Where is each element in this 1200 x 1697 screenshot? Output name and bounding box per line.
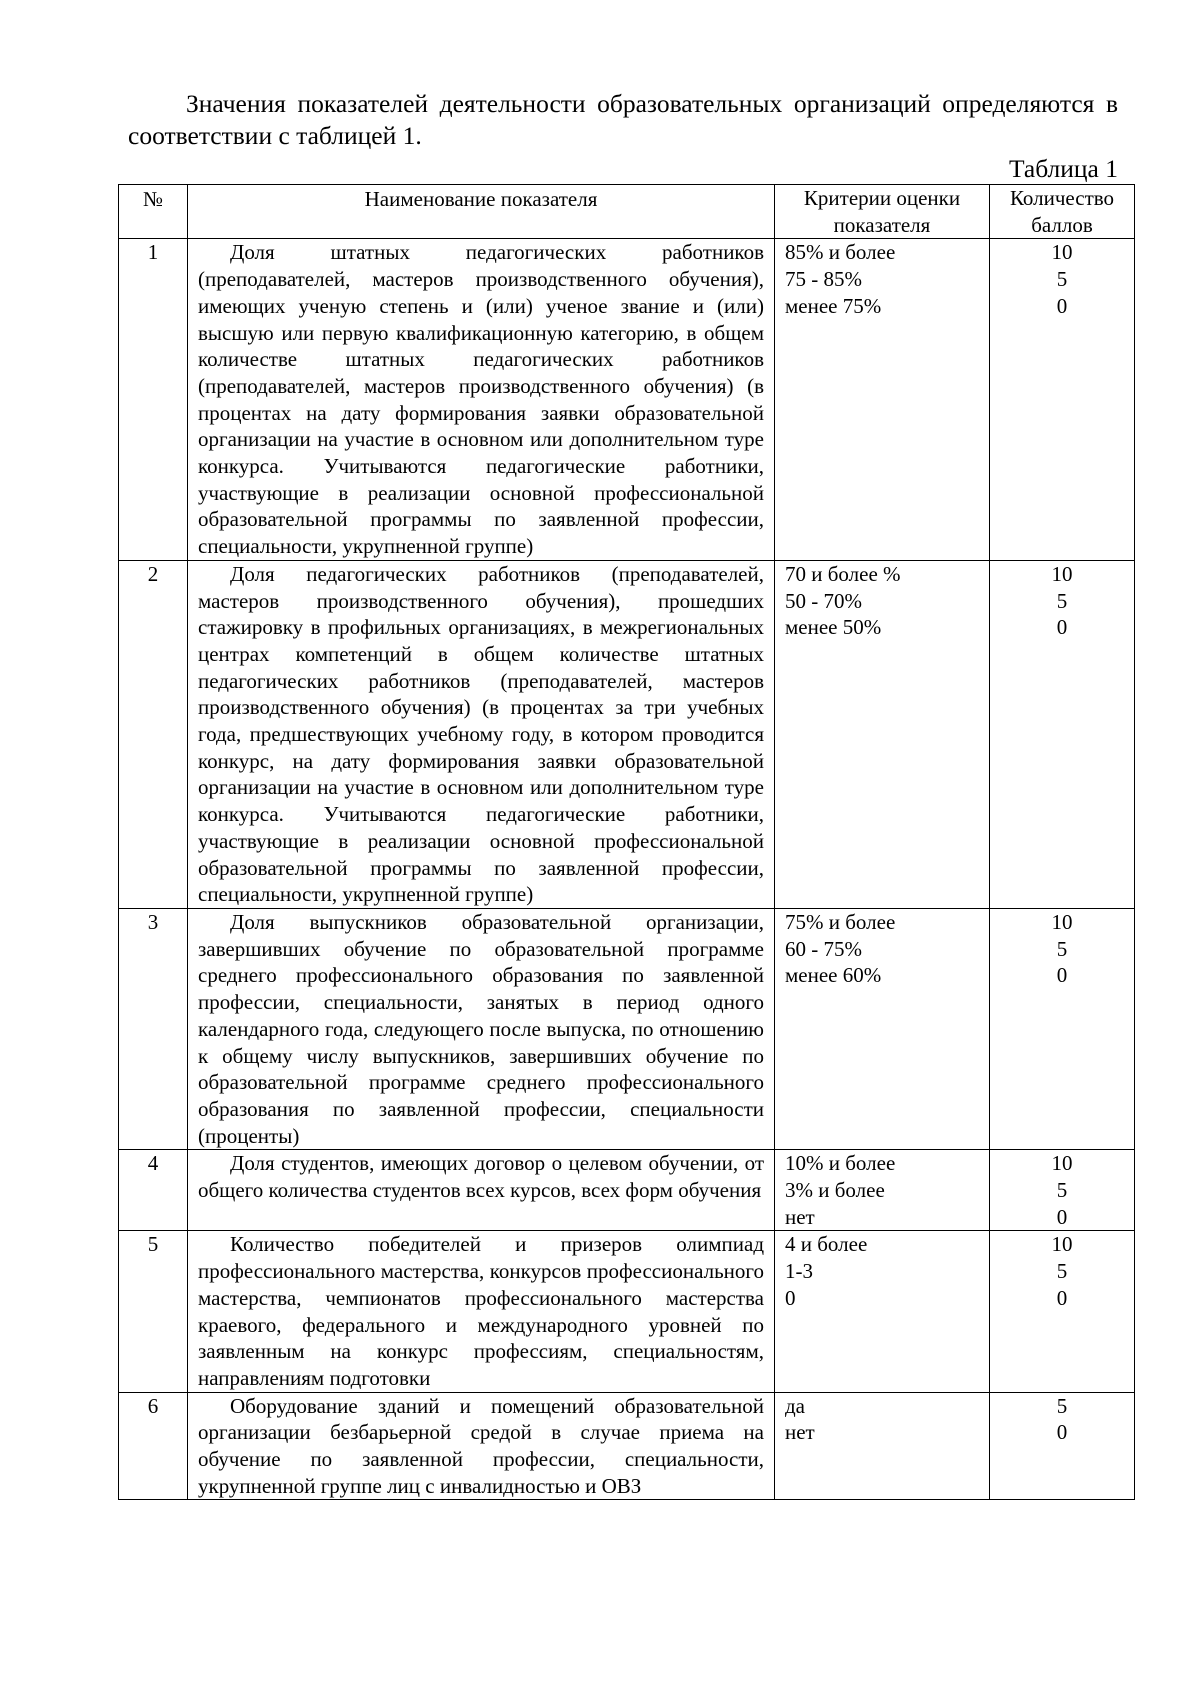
criteria-cell	[775, 1150, 990, 1231]
points-cell	[990, 239, 1135, 560]
criteria-item: 70 и более %	[785, 561, 901, 586]
table-row	[119, 1392, 1135, 1500]
points-cell	[990, 1150, 1135, 1231]
indicator-name: Доля выпускников образовательной организации, завершивших обучение по образовательной программе среднего профессионального образования по заявленной профессии, специальности, занятых в период одного календарного года, следующего после выпуска, по отношению к общему числу выпускников, завершивших обучение по образовательной программе среднего профессионального образования по заявленной профессии, специальности (проценты)	[188, 908, 775, 1149]
points-cell	[990, 1231, 1135, 1392]
criteria-cell	[775, 1392, 990, 1500]
row-number: 5	[119, 1231, 188, 1392]
table-row	[119, 1231, 1135, 1392]
criteria-item: менее 75%	[785, 293, 882, 318]
table-row	[119, 1150, 1135, 1231]
points-item: 10	[1051, 1151, 1073, 1176]
points-item: 0	[1056, 1204, 1068, 1229]
points-cell	[990, 1392, 1135, 1500]
table-row	[119, 560, 1135, 908]
points-item: 5	[1056, 1393, 1068, 1418]
criteria-item: 10% и более	[785, 1151, 896, 1176]
criteria-item: 3% и более	[785, 1178, 885, 1203]
indicator-name: Доля педагогических работников (преподавателей, мастеров производственного обучения), прошедших стажировку в профильных организациях, в межрегиональных центрах компетенций в общем количестве штатных педагогических работников (преподавателей, мастеров производственного обучения) (в процентах за три учебных года, предшествующих учебному году, в котором проводится конкурс, на дату формирования заявки образовательной организации на участие в основном или дополнительном туре конкурса. Учитываются педагогические работники, участвующие в реализации основной профессиональной образовательной программы по заявленной профессии, специальности, укрупненной группе)	[188, 560, 775, 908]
criteria-item: менее 60%	[785, 963, 882, 988]
criteria-cell	[775, 560, 990, 908]
criteria-item: 75 - 85%	[785, 267, 862, 292]
criteria-item: 0	[785, 1285, 796, 1310]
criteria-item: да	[785, 1393, 806, 1418]
criteria-item: 85% и более	[785, 240, 896, 265]
table-caption: Таблица 1	[1008, 154, 1118, 183]
criteria-item: 50 - 70%	[785, 588, 862, 613]
points-item: 5	[1056, 267, 1068, 292]
criteria-cell	[775, 1231, 990, 1392]
header-points: Количество баллов	[990, 185, 1135, 239]
row-number: 2	[119, 560, 188, 908]
indicators-table	[118, 184, 1135, 1500]
table-row	[119, 239, 1135, 560]
points-item: 10	[1051, 1232, 1073, 1257]
indicator-name: Доля штатных педагогических работников (преподавателей, мастеров производственного обучения), имеющих ученую степень и (или) ученое звание и (или) высшую или первую квалификационную категорию, в общем количестве штатных педагогических работников (преподавателей, мастеров производственного обучения) (в процентах на дату формирования заявки образовательной организации на участие в основном или дополнительном туре конкурса. Учитываются педагогические работники, участвующие в реализации основной профессиональной образовательной программы по заявленной профессии, специальности, укрупненной группе)	[188, 239, 775, 560]
criteria-cell	[775, 908, 990, 1149]
indicator-name: Оборудование зданий и помещений образовательной организации безбарьерной средой в случае приема на обучение по заявленной профессии, специальности, укрупненной группе лиц с инвалидностью и ОВЗ	[188, 1392, 775, 1500]
points-item: 5	[1056, 588, 1068, 613]
criteria-item: 1-3	[785, 1259, 813, 1284]
row-number: 1	[119, 239, 188, 560]
indicator-name: Количество победителей и призеров олимпиад профессионального мастерства, конкурсов профессионального мастерства, чемпионатов профессионального мастерства краевого, федерального и международного уровней по заявленным на конкурс профессиям, специальностям, направлениям подготовки	[188, 1231, 775, 1392]
points-item: 10	[1051, 240, 1073, 265]
criteria-item: менее 50%	[785, 615, 882, 640]
criteria-cell	[775, 239, 990, 560]
points-item: 10	[1051, 909, 1073, 934]
row-number: 3	[119, 908, 188, 1149]
points-cell	[990, 908, 1135, 1149]
points-item: 0	[1056, 963, 1068, 988]
points-item: 5	[1056, 1178, 1068, 1203]
criteria-item: нет	[785, 1204, 815, 1229]
points-item: 10	[1051, 561, 1073, 586]
criteria-item: нет	[785, 1420, 815, 1445]
header-criteria: Критерии оценки показателя	[775, 185, 990, 239]
criteria-item: 4 и более	[785, 1232, 868, 1257]
intro-paragraph: Значения показателей деятельности образовательных организаций определяются в соответствии с таблицей 1.	[128, 89, 1118, 150]
header-number: №	[119, 185, 188, 239]
row-number: 4	[119, 1150, 188, 1231]
table-row	[119, 908, 1135, 1149]
points-item: 5	[1056, 1259, 1068, 1284]
points-item: 0	[1056, 293, 1068, 318]
criteria-item: 60 - 75%	[785, 936, 862, 961]
row-number: 6	[119, 1392, 188, 1500]
points-item: 5	[1056, 936, 1068, 961]
indicator-name: Доля студентов, имеющих договор о целевом обучении, от общего количества студентов всех курсов, всех форм обучения	[188, 1150, 775, 1231]
points-item: 0	[1056, 615, 1068, 640]
points-item: 0	[1056, 1420, 1068, 1445]
table-header-row	[119, 185, 1135, 239]
points-cell	[990, 560, 1135, 908]
criteria-item: 75% и более	[785, 909, 896, 934]
header-indicator-name: Наименование показателя	[188, 185, 775, 239]
points-item: 0	[1056, 1285, 1068, 1310]
